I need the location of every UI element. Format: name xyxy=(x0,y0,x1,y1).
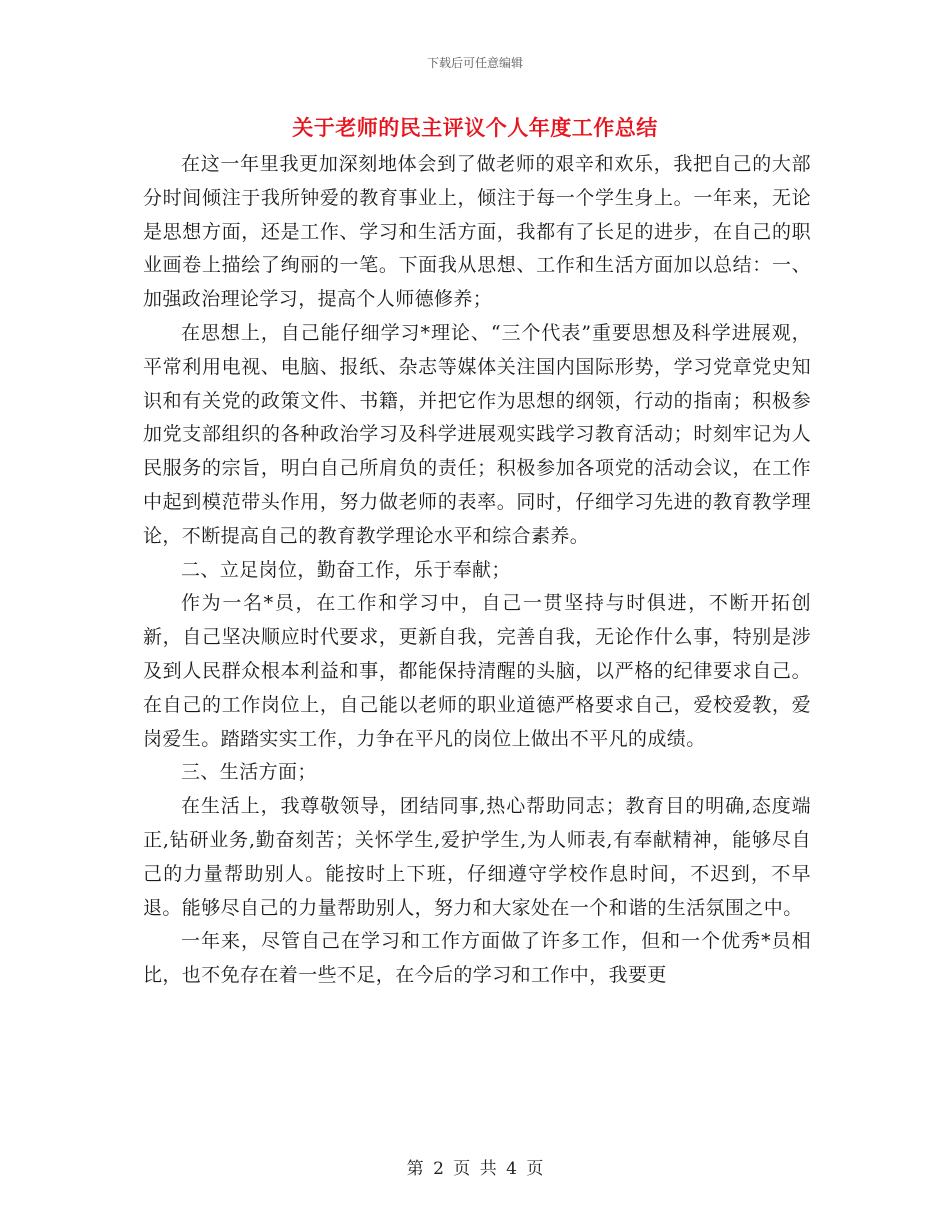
paragraph-thought: 在思想上，自己能仔细学习*理论、“三个代表”重要思想及科学进展观，平常利用电视、电脑、报纸、杂志等媒体关注国内国际形势，学习党章党史知识和有关党的政策文件、书籍，并把它作为思想的纲领，行动的指南；积极参加党支部组织的各种政治学习及科学进展观实践学习教育活动；时刻牢记为人民服务的宗旨，明白自己所肩负的责任；积极参加各项党的活动会议，在工作中起到模范带头作用，努力做老师的表率。同时，仔细学习先进的教育教学理论，不断提高自己的教育教学理论水平和综合素养。 xyxy=(143,321,811,547)
page-number: 第 2 页 共 4 页 xyxy=(406,1159,544,1179)
paragraph-life: 在生活上，我尊敬领导，团结同事,热心帮助同志；教育目的明确,态度端正,钻研业务,勤奋刻苦；关怀学生,爱护学生,为人师表,有奉献精神，能够尽自己的力量帮助别人。能按时上下班，仔细遵守学校作息时间，不迟到，不早退。能够尽自己的力量帮助别人，努力和大家处在一个和谐的生活氛围之中。 xyxy=(143,795,811,919)
paragraph-work: 作为一名*员，在工作和学习中，自己一贯坚持与时俱进，不断开拓创新，自己坚决顺应时代要求，更新自我，完善自我，无论作什么事，特别是涉及到人民群众根本利益和事，都能保持清醒的头脑，以严格的纪律要求自己。在自己的工作岗位上，自己能以老师的职业道德严格要求自己，爱校爱教，爱岗爱生。踏踏实实工作，力争在平凡的岗位上做出不平凡的成绩。 xyxy=(143,592,811,750)
document-body xyxy=(143,148,811,993)
section-heading-life: 三、生活方面； xyxy=(181,761,317,784)
paragraph-conclusion: 一年来，尽管自己在学习和工作方面做了许多工作，但和一个优秀*员相比，也不免存在着一些不足，在今后的学习和工作中，我要更 xyxy=(143,930,811,987)
document-title: 关于老师的民主评议个人年度工作总结 xyxy=(292,116,658,140)
paragraph-intro: 在这一年里我更加深刻地体会到了做老师的艰辛和欢乐，我把自己的大部分时间倾注于我所钟爱的教育事业上，倾注于每一个学生身上。一年来，无论是思想方面，还是工作、学习和生活方面，我都有了长足的进步，在自己的职业画卷上描绘了绚丽的一笔。下面我从思想、工作和生活方面加以总结：一、加强政治理论学习，提高个人师德修养； xyxy=(143,153,811,311)
section-heading-work: 二、立足岗位，勤奋工作，乐于奉献； xyxy=(181,558,511,581)
header-note: 下载后可任意编辑 xyxy=(426,56,523,70)
